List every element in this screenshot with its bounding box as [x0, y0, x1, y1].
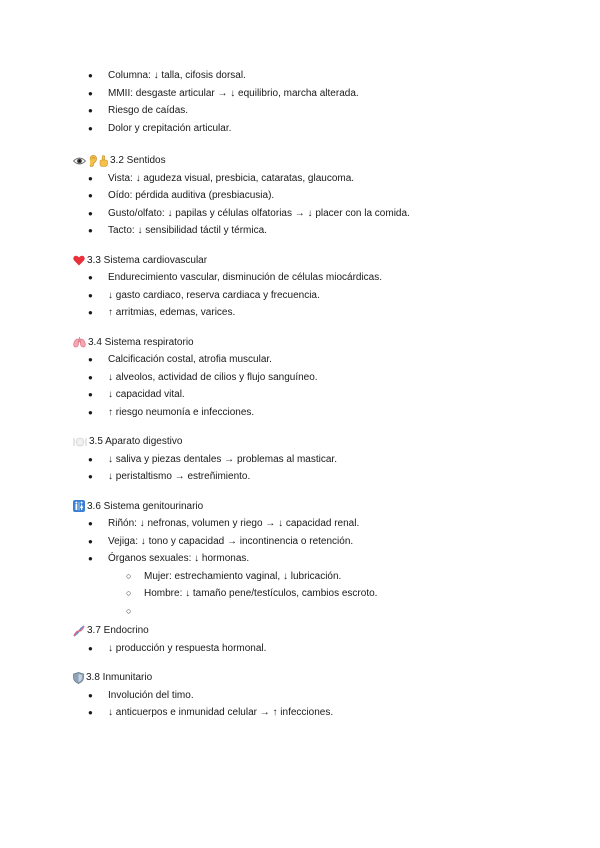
section-heading [73, 671, 543, 689]
list-item: ● Gusto/olfato: ↓ papilas y células olfatorias → ↓ placer con la comida. [73, 207, 543, 225]
list-item: ● ↓ saliva y piezas dentales → problemas al masticar. [73, 453, 543, 471]
list-item: ● ↑ riesgo neumonía e infecciones. [73, 406, 543, 424]
list-item: ● Endurecimiento vascular, disminución de células miocárdicas. [73, 271, 543, 289]
bullet-list [73, 517, 543, 570]
section-endocrino [73, 624, 543, 659]
list-item: ● Oído: pérdida auditiva (presbiacusia). [73, 189, 543, 207]
section-respiratorio [73, 336, 543, 424]
list-item: ● MMII: desgaste articular → ↓ equilibrio, marcha alterada. [73, 87, 543, 105]
section-heading [73, 254, 543, 272]
section-heading [73, 154, 543, 172]
section-genitourinario [73, 500, 543, 623]
sub-bullet-list [73, 570, 543, 623]
section-title: 3.4 Sistema respiratorio [88, 336, 194, 348]
section-title: 3.8 Inmunitario [86, 672, 153, 683]
list-item: ● Órganos sexuales: ↓ hormonas. [73, 552, 543, 570]
section-heading [73, 435, 543, 453]
list-item: ● ↑ arritmias, edemas, varices. [73, 306, 543, 324]
ear-icon [88, 154, 97, 167]
section-title: 3.2 Sentidos [110, 155, 166, 166]
list-item: ● Riñón: ↓ nefronas, volumen y riego → ↓ capacidad renal. [73, 517, 543, 535]
intro-bullet-list [73, 69, 543, 139]
list-item: ● ↓ peristaltismo → estreñimiento. [73, 470, 543, 488]
restroom-icon [73, 500, 85, 513]
list-item: ● Riesgo de caídas. [73, 104, 543, 122]
section-title: 3.6 Sistema genitourinario [87, 500, 204, 512]
sub-list-item: ○ Hombre: ↓ tamaño pene/testículos, cambios escroto. [73, 587, 543, 605]
list-item: ● ↓ alveolos, actividad de cilios y flujo sanguíneo. [73, 371, 543, 389]
section-title: 3.7 Endocrino [87, 625, 149, 636]
list-item: ● ↓ gasto cardiaco, reserva cardiaca y frecuencia. [73, 289, 543, 307]
bullet-list [73, 353, 543, 423]
section-title: 3.3 Sistema cardiovascular [87, 254, 208, 266]
fork-plate-knife-icon [73, 435, 87, 448]
section-heading [73, 624, 543, 642]
shield-icon [73, 671, 84, 684]
list-item: ● Dolor y crepitación articular. [73, 122, 543, 140]
list-item: ● ↓ capacidad vital. [73, 388, 543, 406]
bullet-list [73, 271, 543, 324]
list-item: ● ↓ anticuerpos e inmunidad celular → ↑ infecciones. [73, 706, 543, 724]
section-title: 3.5 Aparato digestivo [89, 436, 183, 447]
dna-icon [73, 624, 85, 637]
list-item: ● Calcificación costal, atrofia muscular. [73, 353, 543, 371]
lungs-icon [73, 336, 86, 349]
section-cardiovascular [73, 254, 543, 324]
document-content [73, 69, 543, 724]
list-item: ● Tacto: ↓ sensibilidad táctil y térmica. [73, 224, 543, 242]
section-digestivo [73, 435, 543, 488]
section-sentidos [73, 154, 543, 242]
red-heart-icon [73, 254, 85, 267]
bullet-list [73, 453, 543, 488]
list-item: ● Vejiga: ↓ tono y capacidad → incontinencia o retención. [73, 535, 543, 553]
section-heading [73, 500, 543, 518]
bullet-list [73, 172, 543, 242]
section-heading [73, 336, 543, 354]
sub-list-item [73, 605, 543, 623]
bullet-list [73, 642, 543, 660]
bullet-list [73, 689, 543, 724]
list-item: ● Vista: ↓ agudeza visual, presbicia, cataratas, glaucoma. [73, 172, 543, 190]
section-inmunitario [73, 671, 543, 724]
sub-list-item: ○ Mujer: estrechamiento vaginal, ↓ lubricación. [73, 570, 543, 588]
hand-icon [99, 154, 108, 167]
list-item: ● Involución del timo. [73, 689, 543, 707]
list-item: ● Columna: ↓ talla, cifosis dorsal. [73, 69, 543, 87]
list-item: ● ↓ producción y respuesta hormonal. [73, 642, 543, 660]
eye-icon [73, 154, 86, 167]
